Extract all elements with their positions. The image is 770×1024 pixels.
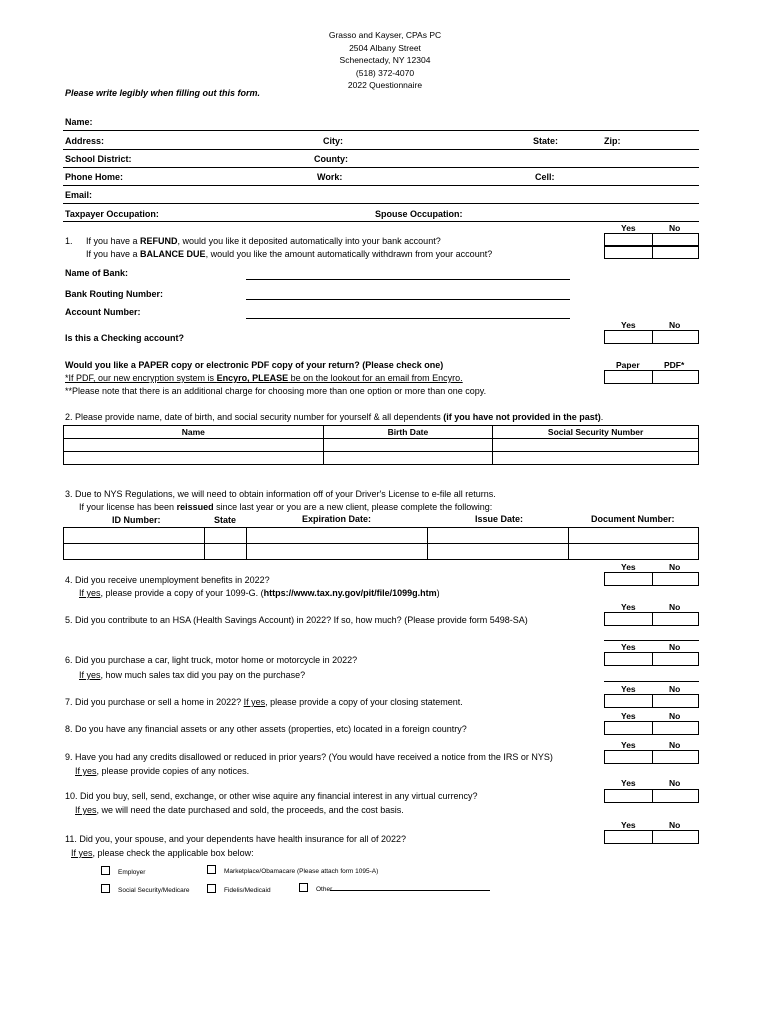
q7-line1: 7. Did you purchase or sell a home in 2022? If yes, please provide a copy of your closing statement. (65, 697, 463, 707)
work-label: Work: (317, 172, 343, 182)
yes-label: Yes (621, 684, 636, 694)
taxpayer-occupation-label: Taxpayer Occupation: (65, 209, 159, 219)
issue-date-header: Issue Date: (475, 514, 524, 524)
balance-due-yes-no-box[interactable] (604, 246, 699, 259)
divider (63, 167, 699, 168)
email-label: Email: (65, 190, 93, 200)
firm-city: Schenectady, NY 12304 (339, 55, 431, 65)
checkbox[interactable] (207, 865, 216, 874)
table-row (64, 452, 699, 465)
checking-yes-no-box[interactable] (604, 330, 699, 344)
pdf-label: PDF* (664, 360, 685, 370)
yes-label: Yes (621, 642, 636, 652)
name-label: Name: (65, 117, 93, 127)
no-label: No (669, 778, 681, 788)
q3-line2: If your license has been reissued since last year or you are a new client, please complete the following: (79, 502, 493, 512)
q6-line1: 6. Did you purchase a car, light truck, motor home or motorcycle in 2022? (65, 655, 358, 665)
no-label: No (669, 820, 681, 830)
expiration-header: Expiration Date: (302, 514, 372, 524)
yes-label: Yes (621, 223, 636, 233)
license-table (63, 527, 699, 560)
routing-label: Bank Routing Number: (65, 289, 163, 299)
q3-line1: 3. Due to NYS Regulations, we will need to obtain information off of your Driver's License to e-file all returns. (65, 489, 496, 499)
q2-text: 2. Please provide name, date of birth, and social security number for yourself & all dependents (if you have not provided in the past). (65, 412, 604, 422)
address-label: Address: (65, 136, 105, 146)
q11-line2: If yes, please check the applicable box below: (71, 848, 254, 858)
yes-label: Yes (621, 778, 636, 788)
q10-line1: 10. Did you buy, sell, send, exchange, or other wise aquire any financial interest in any virtual currency? (65, 791, 478, 801)
q11-line1: 11. Did you, your spouse, and your dependents have health insurance for all of 2022? (65, 834, 407, 844)
yes-label: Yes (621, 602, 636, 612)
divider (63, 221, 699, 222)
q1-line1: If you have a REFUND, would you like it deposited automatically into your bank account? (86, 236, 441, 246)
paper-pdf-box[interactable] (604, 370, 699, 384)
firm-name: Grasso and Kayser, CPAs PC (328, 30, 442, 40)
letterhead (0, 29, 770, 92)
table-row (64, 544, 699, 560)
no-label: No (669, 223, 681, 233)
option-employer[interactable]: Employer (101, 866, 145, 876)
q4-line1: 4. Did you receive unemployment benefits in 2022? (65, 575, 270, 585)
school-district-label: School District: (65, 154, 132, 164)
no-label: No (669, 562, 681, 572)
divider (63, 185, 699, 186)
firm-phone: (518) 372-4070 (355, 67, 415, 78)
no-label: No (669, 602, 681, 612)
q5-line1: 5. Did you contribute to an HSA (Health Savings Account) in 2022? If so, how much? (Please provide form 5498-SA) (65, 615, 528, 625)
id-number-header: ID Number: (112, 515, 161, 525)
q10-line2: If yes, we will need the date purchased and sold, the proceeds, and the cost basis. (75, 805, 404, 815)
divider (63, 203, 699, 204)
yes-label: Yes (621, 711, 636, 721)
checkbox[interactable] (207, 884, 216, 893)
refund-yes-no-box[interactable] (604, 233, 699, 246)
option-fidelis[interactable]: Fidelis/Medicaid (207, 884, 271, 894)
hsa-amount-field[interactable] (604, 640, 699, 641)
q9-line1: 9. Have you had any credits disallowed or reduced in prior years? (You would have received a notice from the IRS or NYS) (65, 752, 553, 762)
q5-yes-no-box[interactable] (604, 612, 699, 626)
account-field[interactable] (246, 318, 570, 319)
yes-label: Yes (621, 320, 636, 330)
table-row (64, 439, 699, 452)
state-label: State: (533, 136, 559, 146)
encryption-note: *If PDF, our new encryption system is Encyro, PLEASE be on the lookout for an email from Encyro. (65, 373, 463, 383)
divider (63, 130, 699, 131)
routing-field[interactable] (246, 299, 570, 300)
column-header: Birth Date (323, 426, 493, 439)
checkbox[interactable] (101, 884, 110, 893)
q7-yes-no-box[interactable] (604, 694, 699, 708)
no-label: No (669, 320, 681, 330)
copy-question: Would you like a PAPER copy or electronic PDF copy of your return? (Please check one) (65, 360, 444, 370)
firm-street: 2504 Albany Street (349, 42, 421, 53)
sales-tax-field[interactable] (604, 681, 699, 682)
other-field[interactable] (330, 890, 490, 891)
yes-label: Yes (621, 740, 636, 750)
column-header: Name (64, 426, 324, 439)
yes-label: Yes (621, 562, 636, 572)
charge-note: **Please note that there is an additional charge for choosing more than one option or more than one copy. (65, 386, 487, 396)
spouse-occupation-label: Spouse Occupation: (375, 209, 463, 219)
q1-line2: If you have a BALANCE DUE, would you like the amount automatically withdrawn from your account? (86, 249, 493, 259)
checkbox[interactable] (101, 866, 110, 875)
dependents-table (63, 425, 699, 465)
no-label: No (669, 711, 681, 721)
form-title: 2022 Questionnaire (347, 80, 423, 90)
city-label: City: (323, 136, 343, 146)
q8-yes-no-box[interactable] (604, 721, 699, 735)
state-header: State (214, 515, 237, 525)
option-other[interactable]: Other (299, 883, 332, 893)
q6-line2: If yes, how much sales tax did you pay on the purchase? (79, 670, 306, 680)
q6-yes-no-box[interactable] (604, 652, 699, 666)
paper-label: Paper (616, 360, 640, 370)
divider (63, 149, 699, 150)
zip-label: Zip: (604, 136, 621, 146)
checkbox[interactable] (299, 883, 308, 892)
instruction: Please write legibly when filling out this form. (65, 88, 261, 98)
q8-line1: 8. Do you have any financial assets or any other assets (properties, etc) located in a foreign country? (65, 724, 467, 734)
bank-name-label: Name of Bank: (65, 268, 129, 278)
checking-question: Is this a Checking account? (65, 333, 185, 343)
column-header: Social Security Number (493, 426, 699, 439)
document-number-header: Document Number: (591, 514, 675, 524)
bank-name-field[interactable] (246, 279, 570, 280)
q10-yes-no-box[interactable] (604, 789, 699, 803)
q9-line2: If yes, please provide copies of any notices. (75, 766, 250, 776)
phone-home-label: Phone Home: (65, 172, 124, 182)
q11-yes-no-box[interactable] (604, 830, 699, 844)
no-label: No (669, 642, 681, 652)
q4-line2: If yes, please provide a copy of your 1099-G. (https://www.tax.ny.gov/pit/file/1099g.htm) (79, 588, 440, 598)
q1-number: 1. (65, 236, 73, 246)
table-row (64, 528, 699, 544)
cell-label: Cell: (535, 172, 555, 182)
no-label: No (669, 740, 681, 750)
q4-yes-no-box[interactable] (604, 572, 699, 586)
account-label: Account Number: (65, 307, 141, 317)
q9-yes-no-box[interactable] (604, 750, 699, 764)
county-label: County: (314, 154, 348, 164)
option-social-security[interactable]: Social Security/Medicare (101, 884, 190, 894)
no-label: No (669, 684, 681, 694)
yes-label: Yes (621, 820, 636, 830)
option-marketplace[interactable]: Marketplace/Obamacare (Please attach form 1095-A) (207, 865, 378, 875)
